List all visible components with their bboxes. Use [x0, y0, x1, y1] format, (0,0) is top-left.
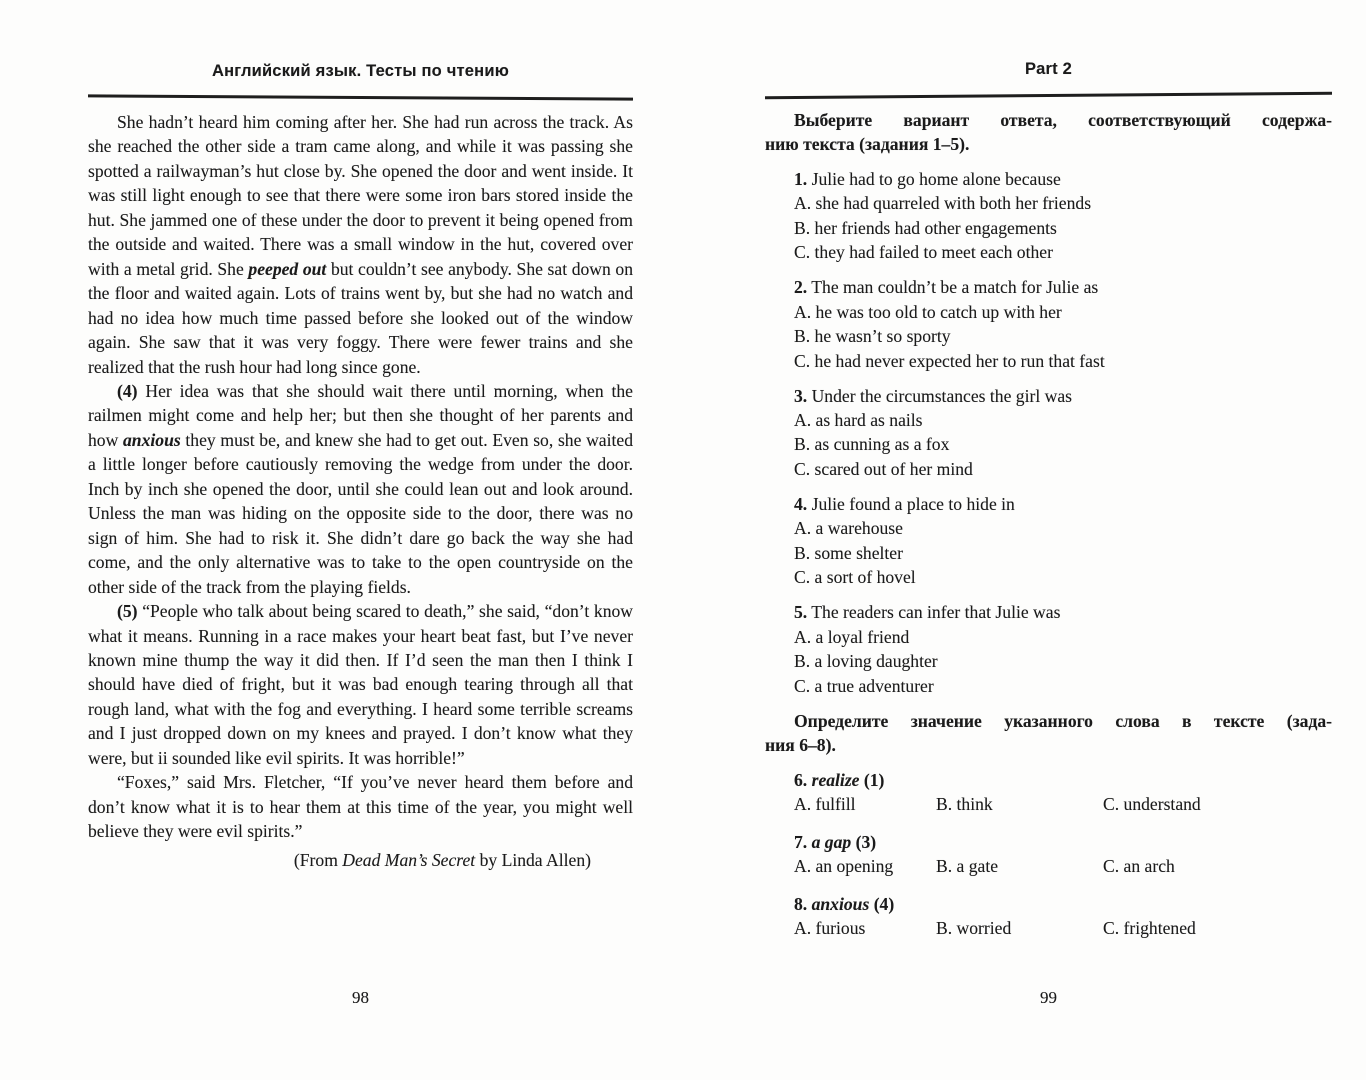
text-segment: (4): [117, 380, 138, 401]
option-label: A.: [794, 301, 812, 322]
answer-option: [794, 216, 1332, 240]
question-text: Julie had to go home alone because: [807, 168, 1061, 189]
option-label: B.: [794, 651, 811, 672]
text-segment: they must be, and knew she had to get out. Even so, she waited a little longer before cautiously removing the wedge from under the door. Inch by inch she opened the door, until she could lean out and look around. Unless the man was hiding on the opposite side to the door, there was no sign of him. She had to risk it. She didn’t dare go back the way she had come, and the only alternative was to take to the open countryside on the other side of the track from the playing fields.: [88, 429, 633, 597]
question-stem: [794, 492, 1332, 516]
answer-option: [794, 191, 1332, 215]
question-paragraph-ref: (3): [851, 831, 877, 852]
option-label: C.: [794, 350, 811, 371]
page-right: [765, 0, 1332, 1080]
option-text: some shelter: [810, 542, 903, 563]
text-segment: She hadn’t heard him coming after her. She had run across the track. As she reached the other side a tram came along, and while it was passing she spotted a railwayman’s hut close by. She opened the door and went inside. It was still light enough to see that there were some iron bars stored inside the hut. She jammed one of these under the door to prevent it being opened from the outside and waited. There was a small window in the hut, covered over with a metal grid. She: [88, 112, 633, 279]
question-number: 4.: [794, 493, 808, 514]
instruction-1-line-1: Выберите вариант ответа, соответствующий содержа-: [794, 110, 1332, 130]
answer-option: [794, 457, 1332, 481]
question-block: [765, 892, 1332, 941]
answer-option: [794, 408, 1332, 432]
question-paragraph-ref: (4): [869, 893, 895, 914]
answer-option: [794, 349, 1332, 373]
option-text: as cunning as a fox: [810, 434, 950, 455]
question-word: realize: [811, 769, 860, 790]
option-label: A.: [794, 518, 812, 539]
question-text: The man couldn’t be a match for Julie as: [807, 277, 1099, 298]
question-paragraph-ref: (1): [859, 769, 885, 790]
option-text: her friends had other engagements: [810, 217, 1057, 238]
instruction-2-line-2: ния 6–8).: [765, 735, 836, 756]
answer-option: [794, 541, 1332, 565]
answer-option: [794, 324, 1332, 348]
question-stem: [794, 768, 1332, 792]
option-label: A.: [794, 626, 812, 647]
question-stem: [794, 384, 1332, 408]
answer-option: C. understand: [1103, 794, 1201, 815]
question-block: [765, 384, 1332, 482]
text-segment: anxious: [123, 429, 181, 450]
option-label: C.: [794, 567, 811, 588]
text-segment: but couldn’t see anybody. She sat down on the floor and waited again. Lots of trains went by, but she had no watch and had no idea how much time passed before she looked out of the window again. She saw that it was very foggy. There were fewer trains and she realized that the rush hour had long since gone.: [88, 258, 634, 377]
option-label: C.: [794, 242, 811, 263]
option-text: he was too old to catch up with her: [811, 301, 1062, 322]
question-number: 8.: [794, 893, 812, 914]
option-text: they had failed to meet each other: [810, 242, 1053, 263]
story-paragraph: [88, 110, 633, 379]
question-text: The readers can infer that Julie was: [807, 602, 1061, 623]
question-block: [765, 600, 1332, 698]
answer-option: A. an opening: [794, 856, 894, 877]
answer-option: C. frightened: [1103, 918, 1196, 939]
instruction-1: [765, 108, 1332, 157]
answer-option: B. worried: [936, 918, 1012, 939]
question-word: a gap: [811, 831, 852, 852]
option-label: B.: [794, 542, 811, 563]
story-paragraph: [88, 770, 633, 843]
answer-option: [794, 565, 1332, 589]
questions-section: [765, 108, 1332, 954]
answer-option: A. fulfill: [794, 794, 856, 815]
questions-6-8: [765, 768, 1332, 941]
option-text: a loyal friend: [811, 626, 910, 647]
right-page-number: 99: [1040, 988, 1057, 1007]
answer-option: [794, 300, 1332, 324]
question-stem: [794, 167, 1332, 191]
answer-option: B. a gate: [936, 856, 999, 877]
option-text: a true adventurer: [810, 675, 934, 696]
option-label: B.: [794, 434, 811, 455]
question-block: [765, 830, 1332, 879]
answer-option-row: [794, 792, 1332, 816]
question-stem: [794, 600, 1332, 624]
answer-option: [794, 516, 1332, 540]
option-text: she had quarreled with both her friends: [811, 193, 1092, 214]
answer-option: B. think: [936, 794, 993, 815]
question-word: anxious: [811, 893, 870, 914]
question-block: [765, 492, 1332, 590]
question-stem: [794, 892, 1332, 916]
question-stem: [794, 830, 1332, 854]
option-text: a warehouse: [811, 518, 903, 539]
option-text: a loving daughter: [810, 651, 938, 672]
question-number: 1.: [794, 168, 808, 189]
text-segment: Dead Man’s Secret: [342, 849, 476, 870]
answer-option: A. furious: [794, 918, 866, 939]
story-text: [88, 110, 633, 872]
instruction-1-line-2: нию текста (задания 1–5).: [765, 134, 970, 155]
left-header-rule: [88, 94, 633, 100]
question-number: 5.: [794, 602, 808, 623]
answer-option: [794, 240, 1332, 264]
text-segment: “People who talk about being scared to death,” she said, “don’t know what it means. Running in a race makes your heart beat fast, but I’ve never known mine thump the way it did then. If I’d seen the man then I think I should have died of fright, but it was bad enough tearing through all that rough land, what with the fog and everything. I heard some terrible screams and I just dropped down on my knees and prayed. I don’t know what they were, but ii sounded like evil spirits. It was horrible!”: [88, 601, 633, 768]
question-number: 6.: [794, 769, 812, 790]
option-text: he wasn’t so sporty: [810, 326, 951, 347]
option-text: as hard as nails: [811, 409, 923, 430]
answer-option-row: [794, 916, 1332, 940]
answer-option: [794, 432, 1332, 456]
question-block: [765, 167, 1332, 265]
option-text: he had never expected her to run that fast: [810, 350, 1105, 371]
text-segment: “Foxes,” said Mrs. Fletcher, “If you’ve never heard them before and don’t know what it is to hear them at this time of the year, you might well believe they were evil spirits.”: [88, 772, 633, 842]
question-number: 7.: [794, 831, 812, 852]
story-paragraph: [88, 599, 633, 770]
instruction-2-line-1: Определите значение указанного слова в тексте (зада-: [794, 710, 1332, 731]
option-label: A.: [794, 409, 812, 430]
right-running-head: Part 2: [1024, 60, 1073, 78]
left-page-number: 98: [352, 988, 369, 1007]
answer-option-row: [794, 854, 1332, 878]
answer-option: [794, 674, 1332, 698]
option-label: B.: [794, 326, 811, 347]
text-segment: (From: [293, 849, 343, 870]
attribution: [88, 848, 633, 872]
answer-option: [794, 649, 1332, 673]
question-block: [765, 768, 1332, 817]
text-segment: Her idea was that she should wait there until morning, when the railmen might come and help her; but then she thought of her parents and how: [88, 380, 633, 450]
question-text: Under the circumstances the girl was: [807, 385, 1072, 406]
option-label: C.: [794, 458, 811, 479]
instruction-2: [765, 709, 1332, 758]
text-segment: peeped out: [248, 258, 327, 279]
question-stem: [794, 275, 1332, 299]
question-block: [765, 275, 1332, 373]
option-text: a sort of hovel: [810, 567, 916, 588]
right-header-rule: [765, 92, 1332, 99]
text-segment: (5): [117, 601, 138, 622]
option-text: scared out of her mind: [810, 458, 973, 479]
question-number: 2.: [794, 277, 808, 298]
story-paragraph: [88, 379, 633, 599]
answer-option: [794, 625, 1332, 649]
option-label: A.: [794, 193, 812, 214]
answer-option: C. an arch: [1103, 856, 1175, 877]
question-text: Julie found a place to hide in: [807, 493, 1015, 514]
page-left: [88, 0, 633, 1080]
question-number: 3.: [794, 385, 808, 406]
questions-1-5: [765, 167, 1332, 698]
option-label: B.: [794, 217, 811, 238]
option-label: C.: [794, 675, 811, 696]
text-segment: by Linda Allen): [475, 849, 591, 870]
left-running-head: Английский язык. Тесты по чтению: [212, 62, 509, 80]
